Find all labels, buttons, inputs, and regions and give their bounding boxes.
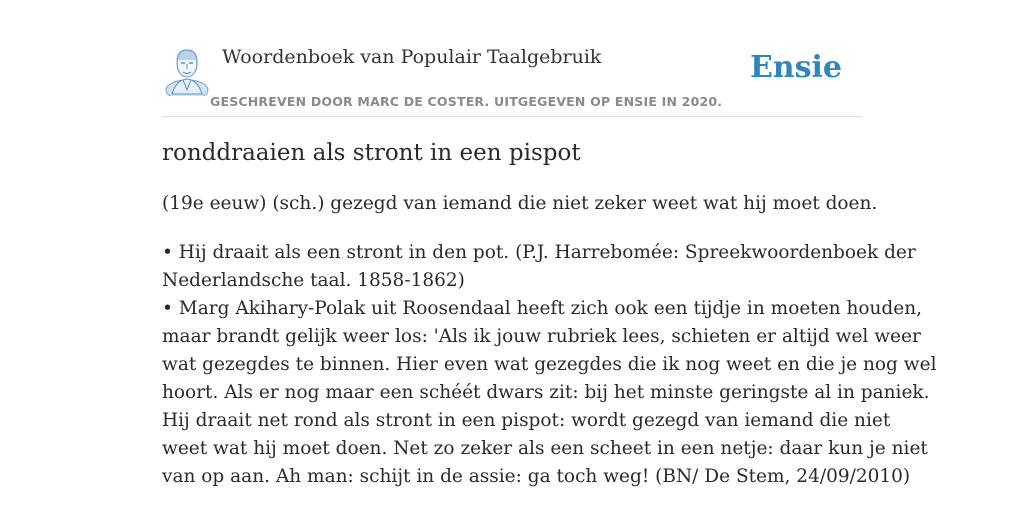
- header: [162, 40, 862, 117]
- ensie-logo[interactable]: Ensie: [749, 50, 842, 85]
- byline: GESCHREVEN DOOR MARC DE COSTER. UITGEGEVEN OP ENSIE IN 2020.: [210, 94, 723, 109]
- example-line: van op aan. Ah man: schijt in de assie: ga toch weg! (BN/ De Stem, 24/09/2010): [162, 466, 911, 487]
- example-line: wat gezegdes te binnen. Hier even wat gezegdes die ik nog weet en die je nog wel: [162, 354, 937, 375]
- example-line: maar brandt gelijk weer los: 'Als ik jouw rubriek lees, schieten er altijd wel weer: [162, 326, 921, 347]
- book-title[interactable]: Woordenboek van Populair Taalgebruik: [222, 46, 602, 68]
- example-line: • Marg Akihary-Polak uit Roosendaal heeft zich ook een tijdje in moeten houden,: [162, 298, 923, 319]
- example-line: weet wat hij moet doen. Net zo zeker als een scheet in een netje: daar kun je niet: [162, 438, 928, 459]
- example-line: • Hij draait als een stront in den pot. (P.J. Harrebomée: Spreekwoordenboek der: [162, 242, 916, 263]
- example-line: Hij draait net rond als stront in een pispot: wordt gezegd van iemand die niet: [162, 410, 891, 431]
- entry-examples: [162, 239, 937, 491]
- entry-definition: (19e eeuw) (sch.) gezegd van iemand die niet zeker weet wat hij moet doen.: [162, 193, 878, 214]
- example-line: Nederlandsche taal. 1858-1862): [162, 270, 465, 291]
- entry-term: ronddraaien als stront in een pispot: [162, 140, 581, 166]
- example-line: hoort. Als er nog maar een schéét dwars zit: bij het minste geringste al in paniek.: [162, 382, 930, 403]
- author-portrait-icon: [164, 46, 210, 96]
